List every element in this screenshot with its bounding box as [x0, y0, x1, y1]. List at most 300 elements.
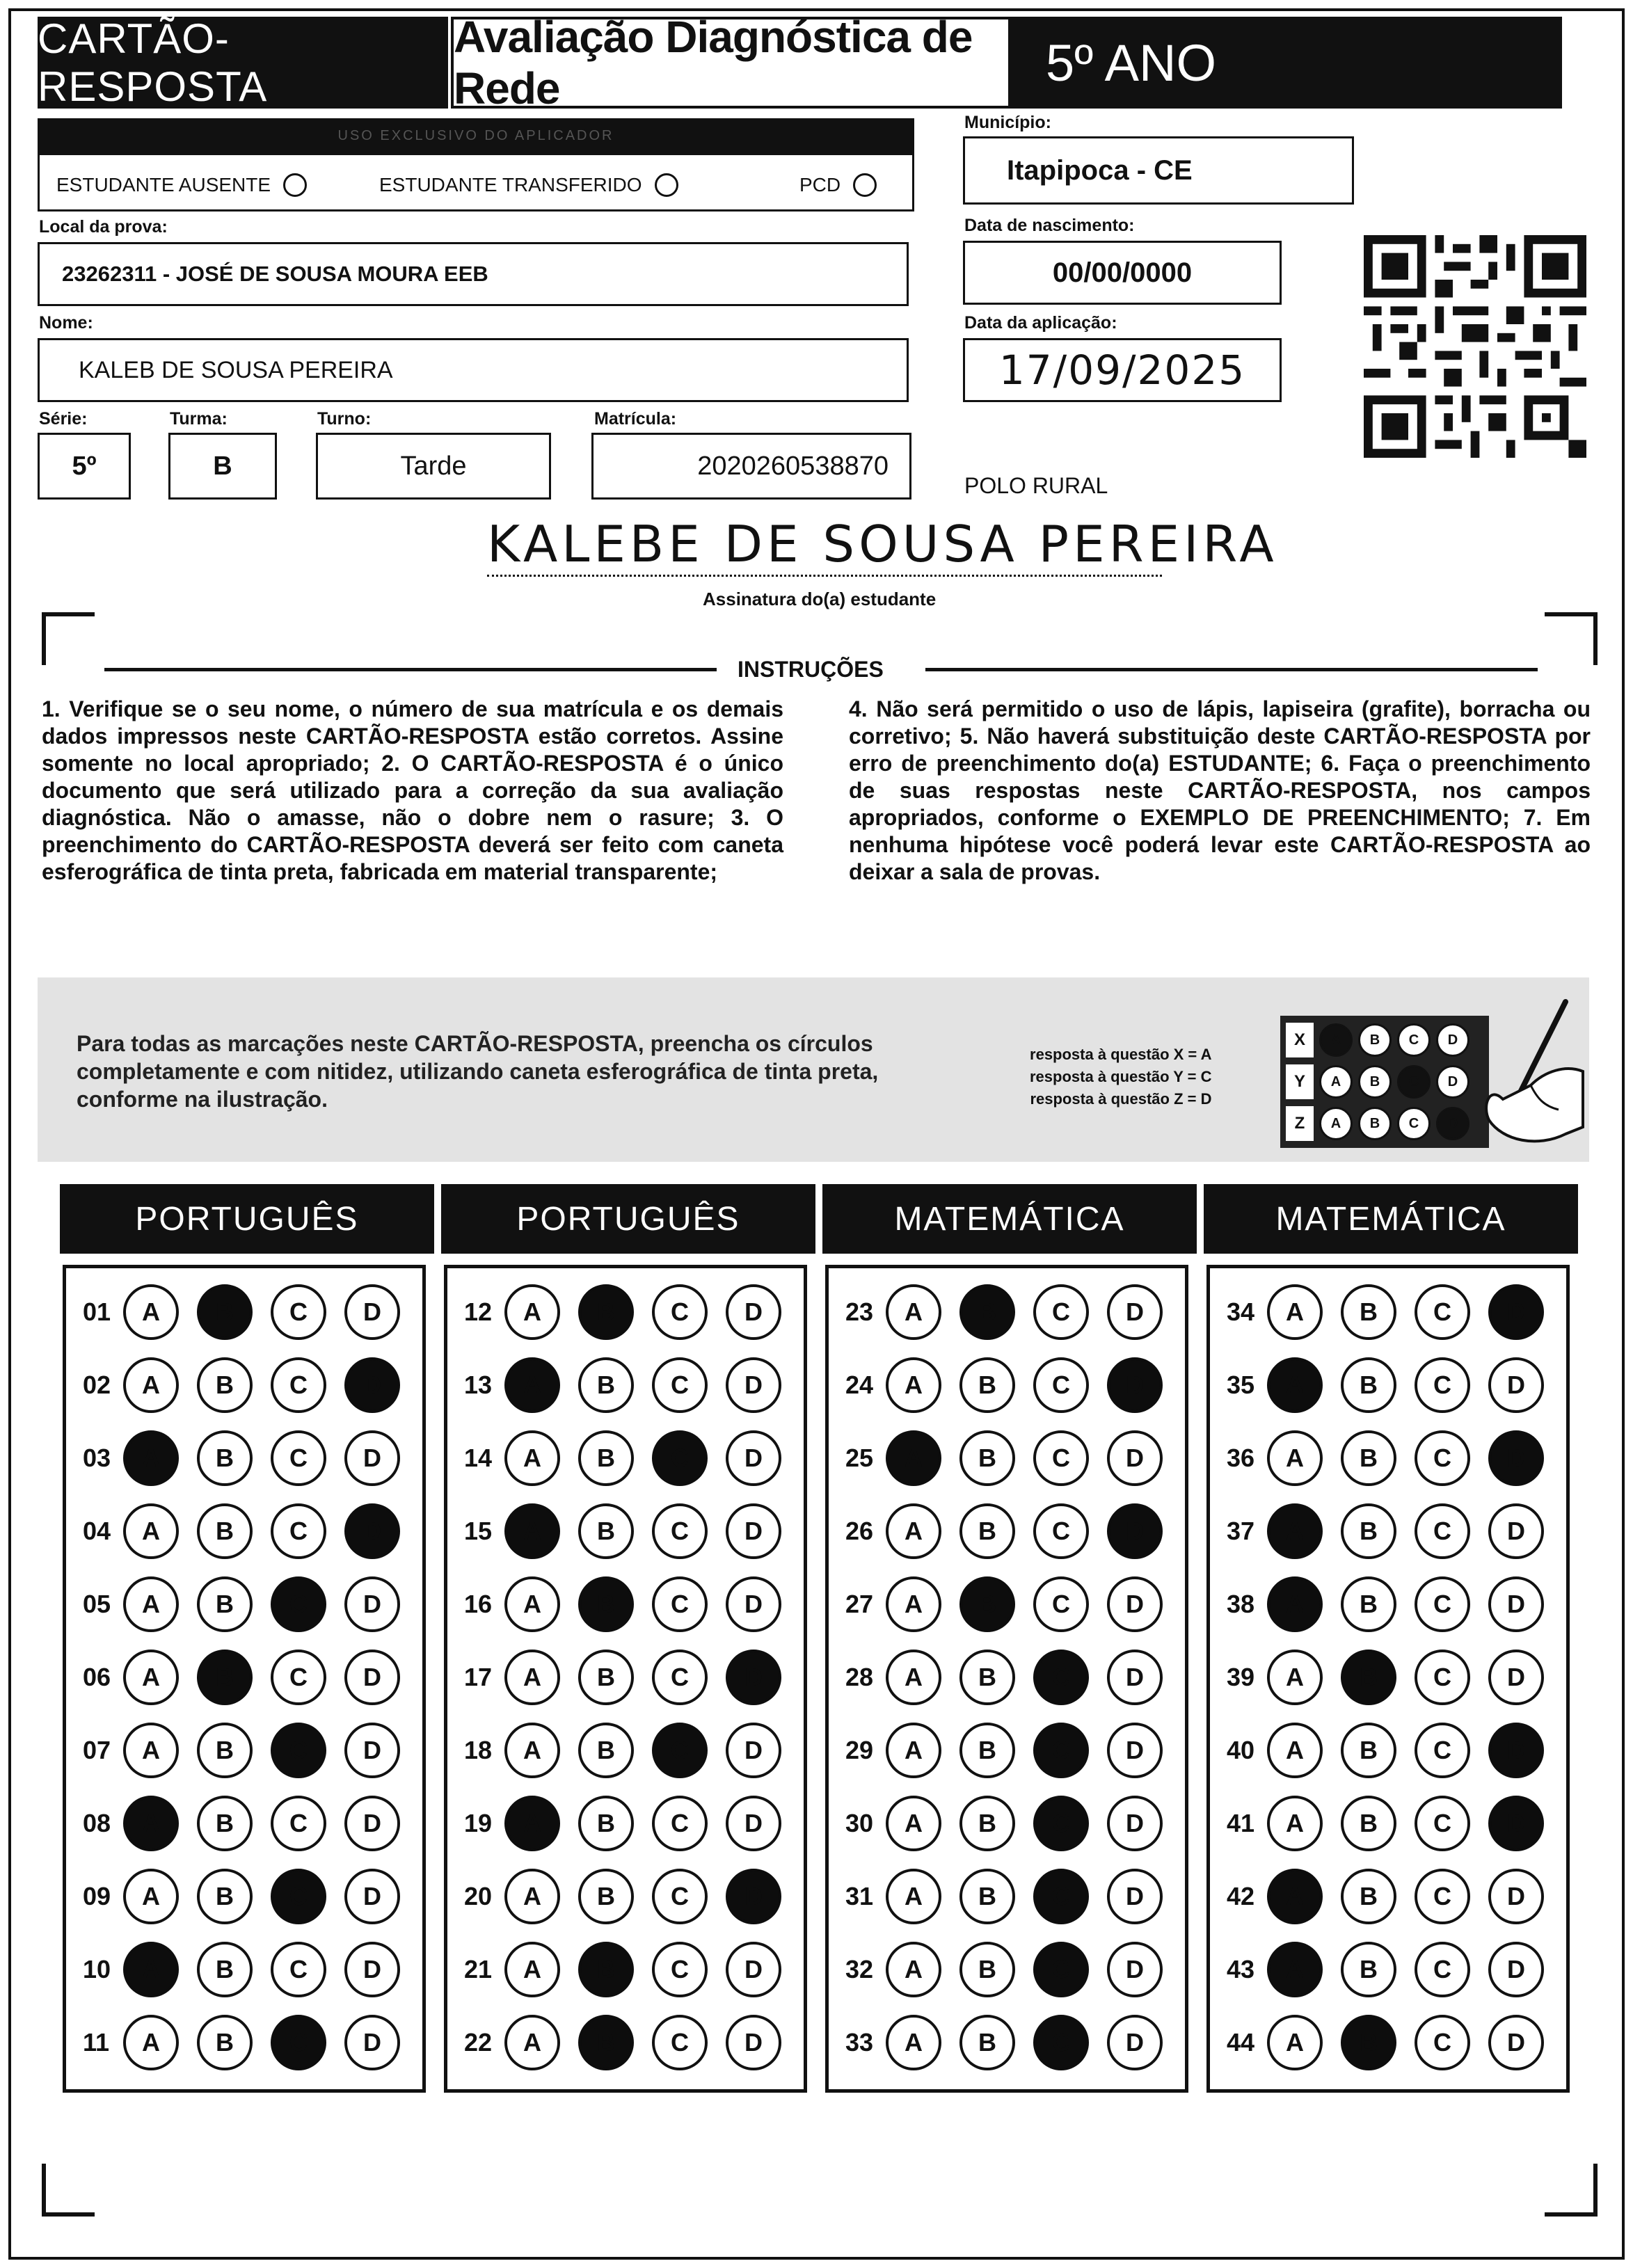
- answer-bubble-b[interactable]: B: [959, 1503, 1015, 1559]
- answer-bubble-d[interactable]: D: [726, 2015, 781, 2070]
- matricula-field[interactable]: 2020260538870: [591, 433, 911, 500]
- answer-bubble-d[interactable]: D: [1488, 1723, 1544, 1778]
- answer-bubble-c[interactable]: C: [652, 1284, 708, 1340]
- signature-label: Assinatura do(a) estudante: [703, 589, 937, 609]
- answer-bubble-a[interactable]: A: [123, 1796, 179, 1851]
- question-number: 23: [845, 1297, 874, 1326]
- answer-bubble-d[interactable]: D: [1488, 1284, 1544, 1340]
- answer-bubble-b[interactable]: B: [1341, 1942, 1396, 1997]
- answer-bubble-d[interactable]: D: [344, 1503, 400, 1559]
- question-row: [1227, 1500, 1544, 1563]
- example-bubble: B: [1358, 1107, 1392, 1140]
- answer-bubble-c[interactable]: C: [652, 1357, 708, 1413]
- answer-bubble-c[interactable]: C: [1033, 1723, 1089, 1778]
- legend-x: resposta à questão X = A: [1030, 1046, 1212, 1063]
- question-row: [464, 1573, 781, 1636]
- answer-bubble-b[interactable]: B: [197, 1796, 253, 1851]
- answer-bubble-d[interactable]: D: [1488, 1576, 1544, 1632]
- question-row: [464, 1719, 781, 1782]
- answer-bubble-a[interactable]: A: [123, 1430, 179, 1486]
- answer-bubble-c[interactable]: C: [652, 1650, 708, 1705]
- question-row: [845, 1427, 1163, 1490]
- corner-bottom-right: [1545, 2164, 1598, 2217]
- question-row: [464, 1354, 781, 1416]
- question-number: 37: [1227, 1517, 1255, 1545]
- answer-bubble-d[interactable]: D: [1107, 2015, 1163, 2070]
- answer-bubble-c[interactable]: C: [271, 1576, 326, 1632]
- answer-bubble-d[interactable]: D: [726, 1796, 781, 1851]
- answer-bubble-c[interactable]: C: [652, 1430, 708, 1486]
- answer-bubble-d[interactable]: D: [344, 1796, 400, 1851]
- answer-bubble-c[interactable]: C: [1033, 1650, 1089, 1705]
- absent-option[interactable]: [56, 173, 307, 197]
- answer-bubble-b[interactable]: B: [1341, 1430, 1396, 1486]
- applicator-box: [38, 153, 914, 211]
- instructions-right: 4. Não será permitido o uso de lápis, lapiseira (grafite), borracha ou corretivo; 5. Não haverá substituição deste CARTÃO-RESPOSTA por erro de preenchimento do(a) ESTUDANTE; 6. Faça o preenchimento de suas respostas neste CARTÃO-RESPOSTA, nos campos apropriados, conforme o EXEMPLO DE PREENCHIMENTO; 7. Em nenhuma hipótese você poderá levar este CARTÃO-RESPOSTA ao deixar a sala de provas.: [849, 696, 1591, 884]
- answer-bubble-c[interactable]: C: [1415, 1650, 1470, 1705]
- question-row: [1227, 1573, 1544, 1636]
- answer-bubble-a[interactable]: A: [1267, 1430, 1323, 1486]
- answer-bubble-d[interactable]: D: [344, 1284, 400, 1340]
- answer-bubble-c[interactable]: C: [1415, 1503, 1470, 1559]
- answer-bubble-a[interactable]: A: [504, 1942, 560, 1997]
- example-bubble: C: [1397, 1065, 1431, 1099]
- question-number: 27: [845, 1590, 874, 1618]
- question-row: [1227, 1719, 1544, 1782]
- answer-bubble-d[interactable]: D: [344, 1723, 400, 1778]
- absent-label: ESTUDANTE AUSENTE: [56, 174, 271, 195]
- question-number: 05: [83, 1590, 111, 1618]
- question-number: 32: [845, 1955, 874, 1983]
- answer-bubble-b[interactable]: B: [197, 1430, 253, 1486]
- answer-bubble-c[interactable]: C: [1033, 1576, 1089, 1632]
- answer-bubble-a[interactable]: A: [1267, 1796, 1323, 1851]
- instructions-rule-right: [925, 668, 1538, 671]
- answer-bubble-d[interactable]: D: [1488, 1503, 1544, 1559]
- transferred-label: ESTUDANTE TRANSFERIDO: [379, 174, 642, 195]
- instructions-title: INSTRUÇÕES: [738, 657, 884, 682]
- answer-bubble-a[interactable]: A: [886, 1650, 941, 1705]
- answer-section: [825, 1265, 1188, 2093]
- question-number: 24: [845, 1371, 874, 1399]
- answer-bubble-d[interactable]: D: [344, 2015, 400, 2070]
- absent-checkbox[interactable]: [283, 173, 307, 197]
- question-row: [845, 1938, 1163, 2001]
- question-row: [83, 1719, 400, 1782]
- answer-bubble-a[interactable]: A: [123, 1650, 179, 1705]
- question-number: 15: [464, 1517, 493, 1545]
- question-row: [1227, 1938, 1544, 2001]
- answer-bubble-c[interactable]: C: [271, 1796, 326, 1851]
- answer-bubble-a[interactable]: A: [504, 2015, 560, 2070]
- answer-bubble-b[interactable]: B: [578, 1576, 634, 1632]
- answer-bubble-d[interactable]: D: [1107, 1357, 1163, 1413]
- answer-bubble-b[interactable]: B: [1341, 1723, 1396, 1778]
- answer-bubble-c[interactable]: C: [271, 1357, 326, 1413]
- question-row: [1227, 1427, 1544, 1490]
- question-row: [1227, 1865, 1544, 1928]
- answer-bubble-a[interactable]: A: [1267, 1723, 1323, 1778]
- question-row: [83, 1792, 400, 1855]
- answer-bubble-b[interactable]: B: [959, 2015, 1015, 2070]
- answer-section: [63, 1265, 426, 2093]
- answer-bubble-b[interactable]: B: [578, 1284, 634, 1340]
- answer-bubble-b[interactable]: B: [959, 1284, 1015, 1340]
- question-row: [83, 1865, 400, 1928]
- answer-bubble-d[interactable]: D: [726, 1284, 781, 1340]
- answer-bubble-b[interactable]: B: [197, 1284, 253, 1340]
- answer-bubble-a[interactable]: A: [886, 1942, 941, 1997]
- section-title: MATEMÁTICA: [1204, 1184, 1578, 1254]
- answer-bubble-a[interactable]: A: [886, 1576, 941, 1632]
- answer-bubble-b[interactable]: B: [578, 1869, 634, 1924]
- legend-z: resposta à questão Z = D: [1030, 1090, 1212, 1108]
- example-bubble: A: [1319, 1107, 1353, 1140]
- answer-bubble-c[interactable]: C: [652, 1869, 708, 1924]
- answer-bubble-d[interactable]: D: [726, 1869, 781, 1924]
- answer-bubble-c[interactable]: C: [1033, 1284, 1089, 1340]
- instructions-left: 1. Verifique se o seu nome, o número de sua matrícula e os demais dados impressos neste CARTÃO-RESPOSTA estão corretos. Assine somente no local apropriado; 2. O CARTÃO-RESPOSTA é o único documento que será utilizado para a correção da sua avaliação diagnóstica. Não o amasse, não o dobre nem o rasure; 3. O preenchimento do CARTÃO-RESPOSTA deverá ser feito com caneta esferográfica de tinta preta, fabricada em material transparente;: [42, 696, 783, 884]
- answer-bubble-c[interactable]: C: [271, 1942, 326, 1997]
- legend-y: resposta à questão Y = C: [1030, 1068, 1212, 1085]
- question-row: [464, 2011, 781, 2074]
- answer-bubble-c[interactable]: C: [1033, 1503, 1089, 1559]
- answer-bubble-d[interactable]: D: [726, 1503, 781, 1559]
- answer-bubble-c[interactable]: C: [652, 1796, 708, 1851]
- example-bubble: C: [1397, 1107, 1431, 1140]
- answer-section: [1206, 1265, 1570, 2093]
- answer-bubble-a[interactable]: A: [886, 2015, 941, 2070]
- answer-bubble-d[interactable]: D: [1107, 1723, 1163, 1778]
- example-bubble: B: [1358, 1065, 1392, 1099]
- answer-bubble-b[interactable]: B: [197, 1650, 253, 1705]
- answer-bubble-d[interactable]: D: [344, 1942, 400, 1997]
- question-number: 36: [1227, 1444, 1255, 1472]
- answer-bubble-a[interactable]: A: [1267, 1357, 1323, 1413]
- question-row: [1227, 1281, 1544, 1343]
- answer-bubble-a[interactable]: A: [504, 1723, 560, 1778]
- answer-bubble-b[interactable]: B: [959, 1357, 1015, 1413]
- answer-bubble-b[interactable]: B: [197, 1869, 253, 1924]
- answer-bubble-b[interactable]: B: [197, 1503, 253, 1559]
- answer-bubble-d[interactable]: D: [1107, 1503, 1163, 1559]
- question-number: 12: [464, 1297, 493, 1326]
- question-number: 10: [83, 1955, 111, 1983]
- answer-bubble-b[interactable]: B: [578, 1503, 634, 1559]
- answer-bubble-b[interactable]: B: [1341, 1357, 1396, 1413]
- answer-bubble-c[interactable]: C: [271, 1430, 326, 1486]
- question-row: [83, 1427, 400, 1490]
- answer-bubble-d[interactable]: D: [1107, 1650, 1163, 1705]
- answer-bubble-c[interactable]: C: [1033, 1357, 1089, 1413]
- answer-bubble-b[interactable]: B: [197, 2015, 253, 2070]
- transferred-checkbox[interactable]: [655, 173, 678, 197]
- answer-bubble-d[interactable]: D: [726, 1723, 781, 1778]
- answer-bubble-b[interactable]: B: [578, 1650, 634, 1705]
- answer-bubble-b[interactable]: B: [1341, 1576, 1396, 1632]
- answer-bubble-a[interactable]: A: [886, 1869, 941, 1924]
- answer-bubble-d[interactable]: D: [344, 1357, 400, 1413]
- question-row: [464, 1865, 781, 1928]
- answer-bubble-d[interactable]: D: [1107, 1869, 1163, 1924]
- answer-bubble-d[interactable]: D: [1488, 1357, 1544, 1413]
- answer-bubble-c[interactable]: C: [271, 1723, 326, 1778]
- question-number: 38: [1227, 1590, 1255, 1618]
- answer-bubble-a[interactable]: A: [504, 1869, 560, 1924]
- question-number: 40: [1227, 1736, 1255, 1764]
- answer-bubble-d[interactable]: D: [1488, 1869, 1544, 1924]
- answer-bubble-b[interactable]: B: [197, 1723, 253, 1778]
- answer-bubble-b[interactable]: B: [578, 1942, 634, 1997]
- answer-bubble-a[interactable]: A: [886, 1796, 941, 1851]
- question-row: [83, 1938, 400, 2001]
- municipio-field[interactable]: Itapipoca - CE: [963, 136, 1354, 205]
- question-row: [845, 2011, 1163, 2074]
- nascimento-field[interactable]: 00/00/0000: [963, 241, 1282, 305]
- answer-bubble-b[interactable]: B: [1341, 1796, 1396, 1851]
- answer-bubble-a[interactable]: A: [123, 2015, 179, 2070]
- answer-bubble-d[interactable]: D: [726, 1357, 781, 1413]
- answer-bubble-b[interactable]: B: [959, 1796, 1015, 1851]
- answer-bubble-c[interactable]: C: [271, 1869, 326, 1924]
- turno-label: Turno:: [317, 409, 372, 429]
- question-number: 35: [1227, 1371, 1255, 1399]
- question-number: 43: [1227, 1955, 1255, 1983]
- answer-bubble-b[interactable]: B: [959, 1942, 1015, 1997]
- question-number: 19: [464, 1809, 493, 1837]
- question-number: 26: [845, 1517, 874, 1545]
- answer-bubble-a[interactable]: A: [1267, 1869, 1323, 1924]
- question-row: [845, 1719, 1163, 1782]
- question-row: [83, 1646, 400, 1709]
- example-row: [1286, 1021, 1469, 1059]
- answer-bubble-d[interactable]: D: [344, 1650, 400, 1705]
- question-number: 21: [464, 1955, 493, 1983]
- answer-bubble-b[interactable]: B: [1341, 1650, 1396, 1705]
- answer-bubble-a[interactable]: A: [886, 1430, 941, 1486]
- answer-bubble-c[interactable]: C: [652, 2015, 708, 2070]
- answer-bubble-d[interactable]: D: [344, 1576, 400, 1632]
- answer-bubble-a[interactable]: A: [886, 1357, 941, 1413]
- signature-handwriting: KALEBE DE SOUSA PEREIRA: [487, 515, 1278, 573]
- answer-bubble-a[interactable]: A: [1267, 1503, 1323, 1559]
- answer-bubble-a[interactable]: A: [123, 1284, 179, 1340]
- answer-bubble-b[interactable]: B: [578, 1723, 634, 1778]
- answer-bubble-b[interactable]: B: [959, 1723, 1015, 1778]
- answer-bubble-a[interactable]: A: [1267, 1576, 1323, 1632]
- answer-bubble-d[interactable]: D: [1107, 1576, 1163, 1632]
- answer-bubble-b[interactable]: B: [1341, 2015, 1396, 2070]
- answer-bubble-a[interactable]: A: [1267, 2015, 1323, 2070]
- answer-bubble-d[interactable]: D: [1107, 1796, 1163, 1851]
- answer-bubble-a[interactable]: A: [504, 1576, 560, 1632]
- answer-bubble-d[interactable]: D: [1488, 1796, 1544, 1851]
- answer-bubble-c[interactable]: C: [652, 1723, 708, 1778]
- answer-bubble-c[interactable]: C: [1415, 2015, 1470, 2070]
- answer-bubble-d[interactable]: D: [726, 1576, 781, 1632]
- answer-bubble-b[interactable]: B: [959, 1430, 1015, 1486]
- pcd-option[interactable]: [799, 173, 877, 197]
- question-row: [464, 1427, 781, 1490]
- question-row: [845, 1573, 1163, 1636]
- pcd-checkbox[interactable]: [853, 173, 877, 197]
- answer-bubble-d[interactable]: D: [344, 1869, 400, 1924]
- serie-label: Série:: [39, 409, 88, 429]
- local-label: Local da prova:: [39, 217, 168, 237]
- answer-bubble-c[interactable]: C: [652, 1503, 708, 1559]
- transferred-option[interactable]: [379, 173, 678, 197]
- local-field[interactable]: 23262311 - JOSÉ DE SOUSA MOURA EEB: [38, 242, 909, 306]
- question-row: [83, 1500, 400, 1563]
- qr-code: [1364, 235, 1586, 458]
- answer-bubble-b[interactable]: B: [197, 1942, 253, 1997]
- answer-bubble-c[interactable]: C: [652, 1942, 708, 1997]
- answer-bubble-c[interactable]: C: [271, 2015, 326, 2070]
- answer-bubble-a[interactable]: A: [1267, 1650, 1323, 1705]
- answer-bubble-a[interactable]: A: [504, 1357, 560, 1413]
- section-title: PORTUGUÊS: [441, 1184, 815, 1254]
- question-number: 29: [845, 1736, 874, 1764]
- answer-bubble-d[interactable]: D: [726, 1430, 781, 1486]
- question-number: 04: [83, 1517, 111, 1545]
- question-row: [1227, 1792, 1544, 1855]
- question-number: 11: [83, 2028, 110, 2057]
- fill-example-grid: [1280, 1016, 1489, 1148]
- answer-bubble-b[interactable]: B: [578, 1796, 634, 1851]
- section-title: PORTUGUÊS: [60, 1184, 434, 1254]
- answer-bubble-c[interactable]: C: [1415, 1284, 1470, 1340]
- answer-bubble-a[interactable]: A: [123, 1576, 179, 1632]
- answer-bubble-c[interactable]: C: [1415, 1942, 1470, 1997]
- answer-bubble-a[interactable]: A: [886, 1284, 941, 1340]
- answer-bubble-c[interactable]: C: [271, 1650, 326, 1705]
- question-number: 41: [1227, 1809, 1255, 1837]
- answer-bubble-d[interactable]: D: [1107, 1942, 1163, 1997]
- answer-bubble-b[interactable]: B: [1341, 1284, 1396, 1340]
- answer-bubble-c[interactable]: C: [1033, 2015, 1089, 2070]
- turma-field[interactable]: B: [168, 433, 277, 500]
- answer-bubble-c[interactable]: C: [1033, 1430, 1089, 1486]
- answer-bubble-b[interactable]: B: [197, 1357, 253, 1413]
- answer-bubble-b[interactable]: B: [959, 1576, 1015, 1632]
- answer-bubble-a[interactable]: A: [1267, 1284, 1323, 1340]
- answer-bubble-b[interactable]: B: [578, 1357, 634, 1413]
- aplicacao-field[interactable]: 17/09/2025: [963, 338, 1282, 402]
- question-row: [845, 1865, 1163, 1928]
- question-number: 08: [83, 1809, 111, 1837]
- answer-bubble-c[interactable]: C: [1415, 1576, 1470, 1632]
- answer-bubble-b[interactable]: B: [1341, 1503, 1396, 1559]
- nome-label: Nome:: [39, 313, 93, 333]
- answer-bubble-b[interactable]: B: [578, 2015, 634, 2070]
- example-bubble: D: [1436, 1065, 1469, 1099]
- turno-field[interactable]: Tarde: [316, 433, 551, 500]
- answer-bubble-a[interactable]: A: [123, 1357, 179, 1413]
- question-row: [83, 1354, 400, 1416]
- answer-bubble-c[interactable]: C: [1415, 1796, 1470, 1851]
- answer-bubble-a[interactable]: A: [123, 1942, 179, 1997]
- question-number: 18: [464, 1736, 493, 1764]
- example-row-label: X: [1286, 1023, 1314, 1057]
- question-number: 06: [83, 1663, 111, 1691]
- answer-bubble-d[interactable]: D: [1107, 1284, 1163, 1340]
- question-number: 20: [464, 1882, 493, 1910]
- question-row: [1227, 2011, 1544, 2074]
- answer-bubble-c[interactable]: C: [1415, 1869, 1470, 1924]
- answer-bubble-a[interactable]: A: [123, 1503, 179, 1559]
- answer-bubble-a[interactable]: A: [504, 1650, 560, 1705]
- answer-bubble-a[interactable]: A: [504, 1430, 560, 1486]
- answer-bubble-d[interactable]: D: [1488, 1430, 1544, 1486]
- corner-bottom-left: [42, 2164, 95, 2217]
- answer-bubble-a[interactable]: A: [1267, 1942, 1323, 1997]
- answer-bubble-a[interactable]: A: [886, 1723, 941, 1778]
- answer-bubble-d[interactable]: D: [1488, 2015, 1544, 2070]
- question-number: 02: [83, 1371, 111, 1399]
- answer-bubble-c[interactable]: C: [1415, 1430, 1470, 1486]
- question-number: 16: [464, 1590, 493, 1618]
- card-title: CARTÃO-RESPOSTA: [38, 17, 448, 109]
- example-bubble: D: [1436, 1023, 1469, 1057]
- answer-bubble-c[interactable]: C: [1033, 1796, 1089, 1851]
- answer-bubble-b[interactable]: B: [959, 1650, 1015, 1705]
- fill-example-legend: [1030, 1044, 1211, 1110]
- answer-bubble-c[interactable]: C: [1033, 1869, 1089, 1924]
- answer-bubble-d[interactable]: D: [1488, 1942, 1544, 1997]
- question-number: 33: [845, 2028, 874, 2057]
- answer-bubble-c[interactable]: C: [1415, 1723, 1470, 1778]
- answer-bubble-c[interactable]: C: [1415, 1357, 1470, 1413]
- answer-bubble-d[interactable]: D: [344, 1430, 400, 1486]
- answer-bubble-c[interactable]: C: [271, 1503, 326, 1559]
- answer-bubble-b[interactable]: B: [197, 1576, 253, 1632]
- instructions-rule-left: [104, 668, 717, 671]
- answer-bubble-a[interactable]: A: [504, 1503, 560, 1559]
- example-bubble: C: [1397, 1023, 1431, 1057]
- question-row: [464, 1281, 781, 1343]
- answer-bubble-c[interactable]: C: [1033, 1942, 1089, 1997]
- question-number: 22: [464, 2028, 493, 2057]
- question-number: 42: [1227, 1882, 1255, 1910]
- answer-bubble-a[interactable]: A: [504, 1284, 560, 1340]
- answer-bubble-d[interactable]: D: [1107, 1430, 1163, 1486]
- answer-bubble-b[interactable]: B: [959, 1869, 1015, 1924]
- nome-field[interactable]: KALEB DE SOUSA PEREIRA: [38, 338, 909, 402]
- answer-bubble-a[interactable]: A: [123, 1869, 179, 1924]
- answer-bubble-b[interactable]: B: [578, 1430, 634, 1486]
- answer-bubble-a[interactable]: A: [123, 1723, 179, 1778]
- answer-bubble-a[interactable]: A: [504, 1796, 560, 1851]
- answer-bubble-c[interactable]: C: [271, 1284, 326, 1340]
- question-number: 01: [83, 1297, 111, 1326]
- signature-line[interactable]: [487, 575, 1162, 577]
- municipio-label: Município:: [964, 113, 1051, 132]
- answer-bubble-b[interactable]: B: [1341, 1869, 1396, 1924]
- example-bubble: D: [1436, 1107, 1469, 1140]
- question-row: [464, 1938, 781, 2001]
- answer-bubble-c[interactable]: C: [652, 1576, 708, 1632]
- exam-title: Avaliação Diagnóstica de Rede: [451, 17, 1011, 109]
- answer-bubble-d[interactable]: D: [1488, 1650, 1544, 1705]
- aplicacao-label: Data da aplicação:: [964, 313, 1117, 333]
- answer-bubble-a[interactable]: A: [886, 1503, 941, 1559]
- answer-bubble-d[interactable]: D: [726, 1942, 781, 1997]
- question-row: [845, 1354, 1163, 1416]
- example-row-label: Y: [1286, 1064, 1314, 1099]
- answer-bubble-d[interactable]: D: [726, 1650, 781, 1705]
- serie-field[interactable]: 5º: [38, 433, 131, 500]
- example-bubble: B: [1358, 1023, 1392, 1057]
